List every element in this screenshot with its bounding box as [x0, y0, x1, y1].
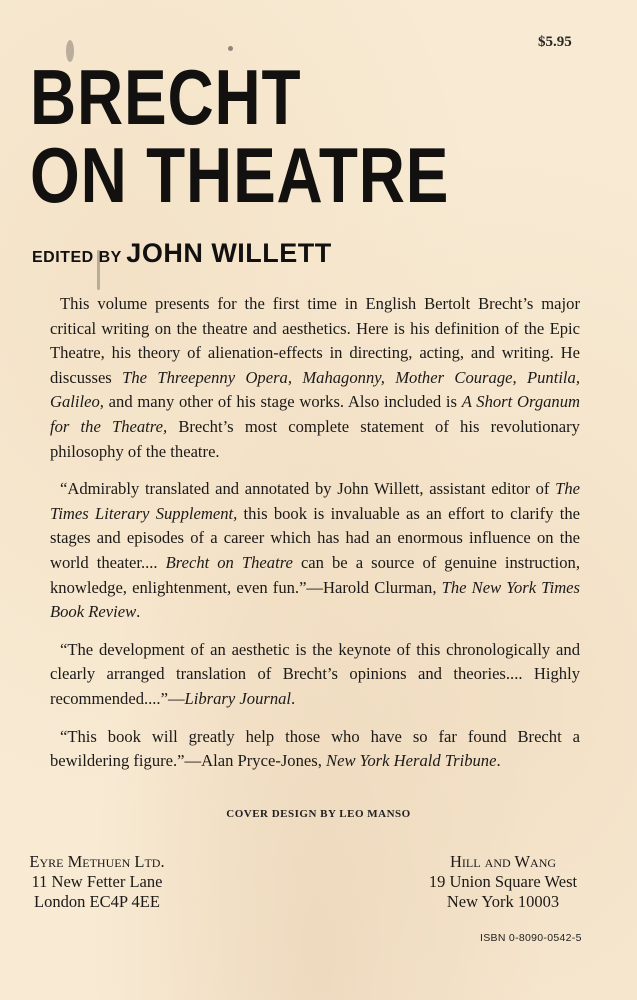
publisher-us-city: New York 10003 [446, 892, 560, 911]
description-paragraph [50, 292, 580, 464]
stain-speck [97, 250, 100, 290]
publisher-uk-street: 11 New Fetter Lane [31, 872, 163, 891]
review-quote-library-journal [50, 638, 580, 712]
body-text-run: Brecht’s most complete statement of his revolutionary philosophy of the theatre. [50, 416, 580, 461]
stain-speck [228, 46, 233, 51]
body-text-run: . [496, 751, 501, 771]
publisher-us-name: Hill and Wang [449, 852, 557, 871]
publisher-us-street: 19 Union Square West [428, 872, 578, 891]
editor-name: JOHN WILLETT [126, 238, 332, 268]
italic-title-text: Library Journal [184, 688, 292, 708]
editor-prefix: EDITED BY [32, 249, 122, 266]
body-text-run: can be a source of genuine instruction, knowledge, enlightenment, even fun.”—Harold Clurman, [50, 552, 580, 597]
publisher-uk-name: Eyre Methuen Ltd. [29, 852, 165, 871]
book-title [30, 53, 450, 219]
body-text-run: and many other of his stage works. Also included is [103, 392, 462, 412]
review-quote-clurman [50, 477, 580, 625]
italic-title-text: The Times Literary Supplement, [50, 479, 580, 523]
stain-speck [66, 40, 74, 62]
italic-title-text: The Threepenny Opera, Mahagonny, Mother Courage, Puntila, Galileo, [50, 367, 580, 412]
italic-title-text: New York Herald Tribune [326, 751, 497, 771]
publisher-uk-city: London EC4P 4EE [34, 892, 160, 911]
body-text-run: “The development of an aesthetic is the keynote of this chronologically and clearly arranged translation of Brecht’s opinions and theories.... Highly recommended....”— [50, 639, 580, 708]
body-text-run: “This book will greatly help those who have so far found Brecht a bewildering figure.”—Alan Pryce-Jones, [50, 726, 580, 771]
blurb-body [50, 292, 580, 787]
publisher-us [418, 852, 588, 912]
italic-title-text: The New York Times Book Review [50, 577, 581, 622]
body-text-run: This volume presents for the first time in English Bertolt Brecht’s major critical writing on the theatre and aesthetics. Here is his definition of the Epic Theatre, his theory of alienation-effects in directing, acting, and writing. He discusses [50, 294, 580, 387]
publisher-uk [22, 852, 172, 912]
italic-title-text: A Short Organum for the Theatre, [50, 392, 580, 436]
title-line-1: BRECHT [30, 53, 302, 141]
body-text-run: . [136, 602, 141, 622]
italic-title-text: Brecht on Theatre [165, 552, 293, 572]
review-quote-pryce-jones [50, 725, 580, 774]
cover-design-credit: COVER DESIGN BY LEO MANSO [226, 808, 411, 820]
body-text-run: this book is invaluable as an effort to clarify the stages and episodes of a career which has had an enormous influence on the world theater.... [50, 503, 580, 572]
body-text-run: “Admirably translated and annotated by John Willett, assistant editor of [60, 479, 556, 499]
price-label: $5.95 [538, 34, 572, 50]
title-line-2: ON THEATRE [30, 131, 450, 219]
isbn-label: ISBN 0-8090-0542-5 [480, 932, 582, 944]
editor-credit [32, 238, 332, 269]
body-text-run: . [291, 688, 296, 708]
